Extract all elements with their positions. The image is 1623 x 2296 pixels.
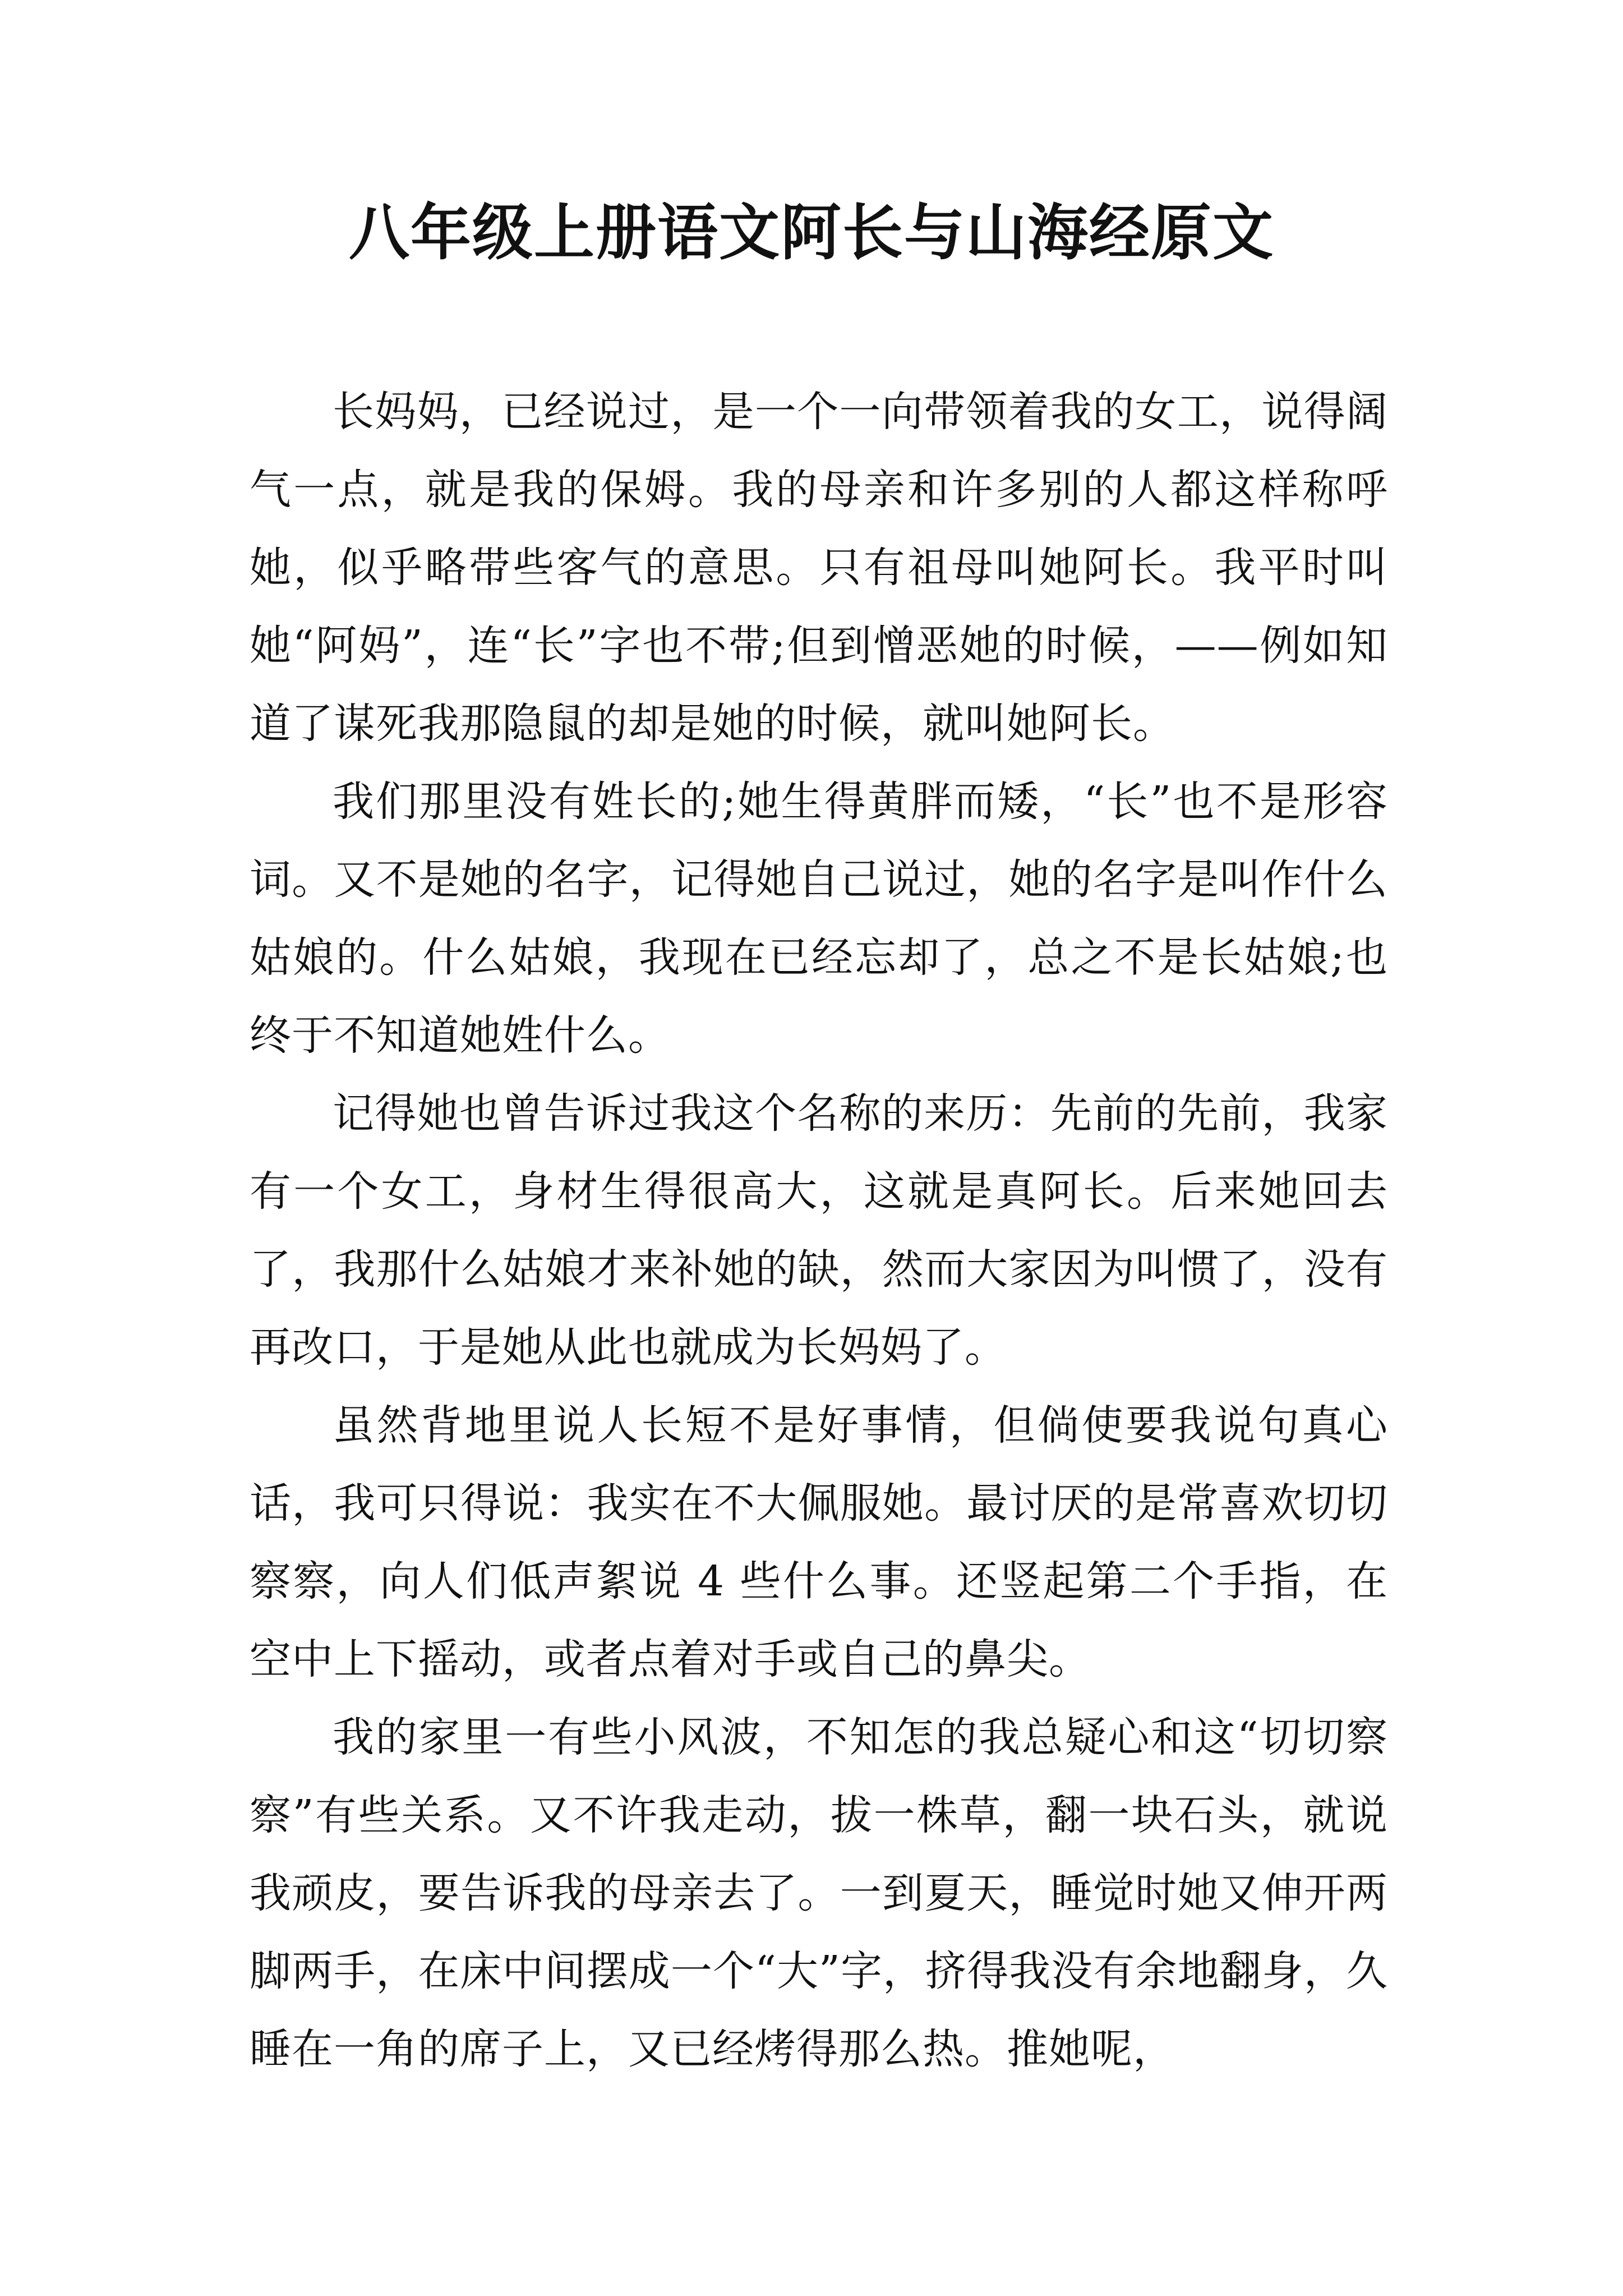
document-title: 八年级上册语文阿长与山海经原文: [348, 197, 1274, 268]
document-body: [250, 373, 1388, 2088]
paragraph: 记得她也曾告诉过我这个名称的来历：先前的先前，我家有一个女工，身材生得很高大，这就是真阿长。后来她回去了，我那什么姑娘才来补她的缺，然而大家因为叫惯了，没有再改口，于是她从此也就成为长妈妈了。: [250, 1089, 1388, 1372]
paragraph: 虽然背地里说人长短不是好事情，但倘使要我说句真心话，我可只得说：我实在不大佩服她。最讨厌的是常喜欢切切察察，向人们低声絮说 4 些什么事。还竖起第二个手指，在空中上下摇动，或者点着对手或自己的鼻尖。: [250, 1401, 1388, 1683]
paragraph: 我们那里没有姓长的;她生得黄胖而矮，“长”也不是形容词。又不是她的名字，记得她自己说过，她的名字是叫作什么姑娘的。什么姑娘，我现在已经忘却了，总之不是长姑娘;也终于不知道她姓什么。: [250, 777, 1388, 1060]
paragraph: 我的家里一有些小风波，不知怎的我总疑心和这“切切察察”有些关系。又不许我走动，拔一株草，翻一块石头，就说我顽皮，要告诉我的母亲去了。一到夏天，睡觉时她又伸开两脚两手，在床中间摆成一个“大”字，挤得我没有余地翻身，久睡在一角的席子上，又已经烤得那么热。推她呢，: [250, 1713, 1388, 2073]
paragraph: 长妈妈，已经说过，是一个一向带领着我的女工，说得阔气一点，就是我的保姆。我的母亲和许多别的人都这样称呼她，似乎略带些客气的意思。只有祖母叫她阿长。我平时叫她“阿妈”，连“长”字也不带;但到憎恶她的时候，——例如知道了谋死我那隐鼠的却是她的时候，就叫她阿长。: [250, 388, 1388, 748]
